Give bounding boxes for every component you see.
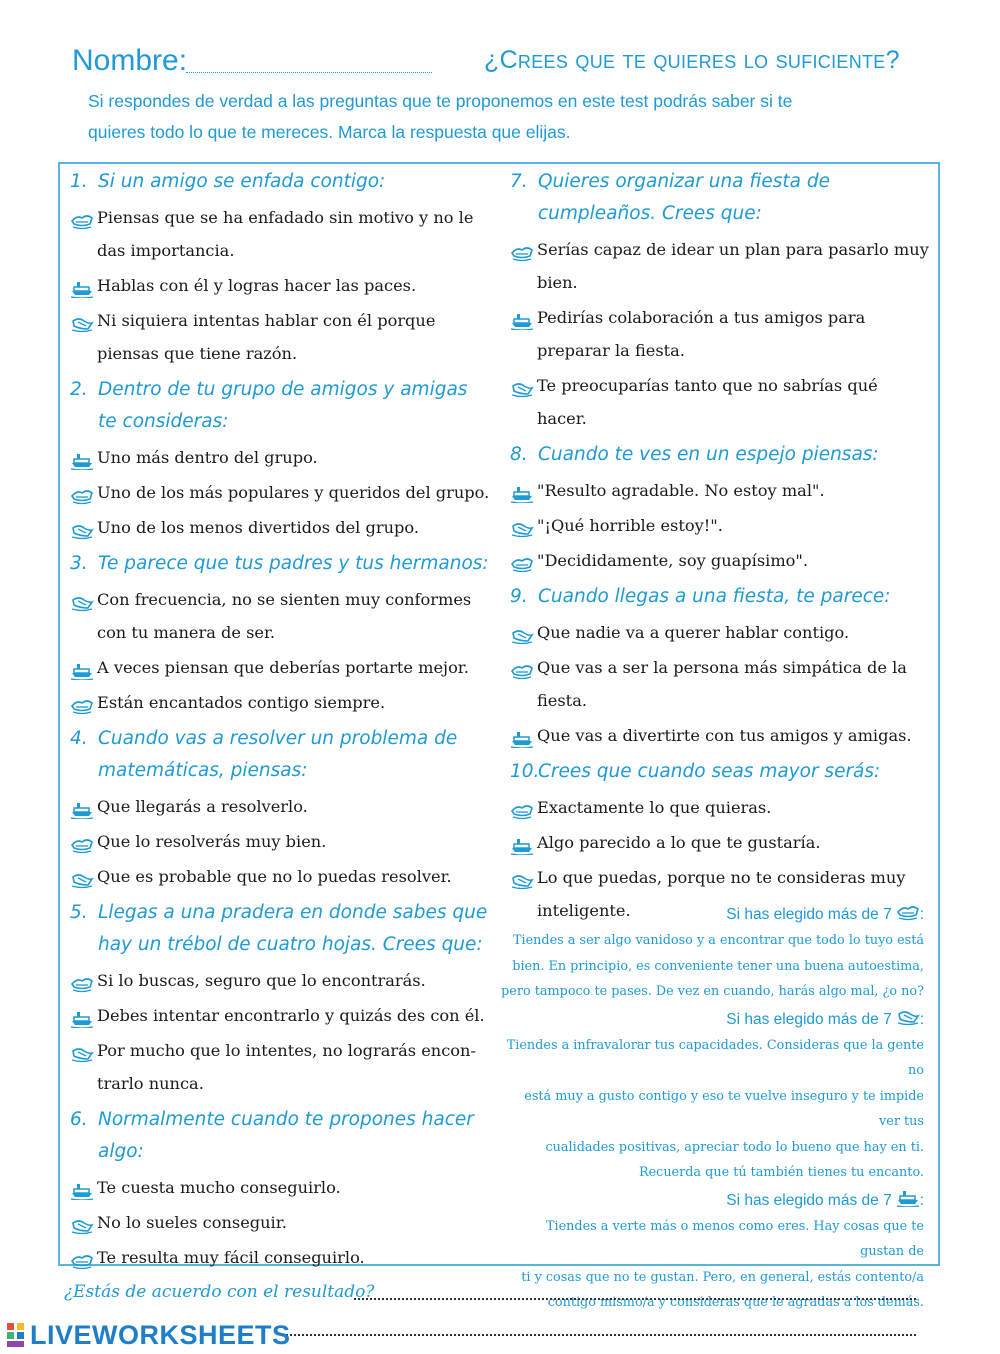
answer-option[interactable] (510, 791, 930, 824)
results-section (500, 902, 924, 1316)
answer-text: Por mucho que lo intentes, no lograrás encon-trarlo nunca. (97, 1041, 476, 1093)
result-text-line: pero tampoco te pases. De vez en cuando, harás algo mal, ¿o no? (501, 984, 924, 999)
answer-option[interactable] (70, 441, 490, 474)
answer-option[interactable] (70, 686, 490, 719)
steamship-icon (510, 726, 534, 744)
question-10 (510, 756, 930, 788)
answer-option[interactable] (70, 511, 490, 544)
answer-option[interactable] (510, 719, 930, 752)
answer-option[interactable] (70, 651, 490, 684)
answer-option[interactable] (510, 826, 930, 859)
answer-option[interactable] (70, 476, 490, 509)
answer-option[interactable] (70, 269, 490, 302)
sinking-boat-icon (70, 1213, 94, 1231)
answer-text: Que llegarás a resolverlo. (97, 797, 308, 816)
answer-option[interactable] (510, 474, 930, 507)
question-text: Llegas a una pradera en donde sabes que hay un trébol de cuatro hojas. Crees que: (98, 902, 488, 955)
result-heading (500, 902, 924, 928)
answer-text: A veces piensan que deberías portarte mejor. (97, 658, 469, 677)
question-text: Crees que cuando seas mayor serás: (538, 761, 881, 782)
result-heading-colon: : (919, 1191, 924, 1209)
question-number: 2. (70, 379, 88, 400)
name-label: Nombre: (72, 44, 188, 77)
answer-text: Piensas que se ha enfadado sin motivo y no le das importancia. (97, 208, 474, 260)
steamship-icon (510, 481, 534, 499)
answer-text: Que vas a divertirte con tus amigos y amigas. (537, 726, 912, 745)
answer-option[interactable] (510, 233, 930, 299)
answer-text: "Decididamente, soy guapísimo". (537, 551, 809, 570)
answer-option[interactable] (510, 301, 930, 367)
answer-option[interactable] (70, 1206, 490, 1239)
answer-text: Están encantados contigo siempre. (97, 693, 386, 712)
answer-text: Uno de los más populares y queridos del grupo. (97, 483, 490, 502)
question-number: 3. (70, 553, 88, 574)
page-title: ¿Crees que te quieres lo suficiente? (484, 46, 900, 74)
answer-option[interactable] (70, 304, 490, 370)
question-6 (70, 1104, 490, 1168)
question-3 (70, 548, 490, 580)
intro-line: quieres todo lo que te mereces. Marca la respuesta que elijas. (88, 122, 571, 142)
question-number: 5. (70, 902, 88, 923)
answer-text: Hablas con él y logras hacer las paces. (97, 276, 417, 295)
answer-option[interactable] (510, 544, 930, 577)
answer-line[interactable] (354, 1298, 916, 1300)
result-text-line: está muy a gusto contigo y eso te vuelve inseguro y te impide ver tus (524, 1088, 924, 1129)
left-column (70, 166, 490, 1276)
question-number: 10. (510, 761, 540, 782)
result-heading-text: Si has elegido más de 7 (726, 1191, 892, 1209)
answer-text: Pedirías colaboración a tus amigos para preparar la fiesta. (537, 308, 866, 360)
result-text-line: Recuerda que tú también tienes tu encanto. (638, 1165, 924, 1180)
answer-text: Exactamente lo que quieras. (537, 798, 772, 817)
paper-boat-icon (510, 658, 534, 676)
answer-option[interactable] (70, 1034, 490, 1100)
sinking-boat-icon (896, 1008, 920, 1024)
steamship-icon (70, 276, 94, 294)
sinking-boat-icon (70, 1041, 94, 1059)
answer-text: Que es probable que no lo puedas resolver. (97, 867, 452, 886)
paper-boat-icon (70, 971, 94, 989)
answer-text: No lo sueles conseguir. (97, 1213, 287, 1232)
result-heading-colon: : (919, 906, 924, 923)
sinking-boat-icon (70, 590, 94, 608)
result-text-line: Tiendes a infravalorar tus capacidades. Consideras que la gente no (506, 1037, 924, 1078)
intro-text (88, 86, 908, 148)
answer-option[interactable] (70, 1241, 490, 1274)
question-text: Cuando vas a resolver un problema de matemáticas, piensas: (98, 728, 458, 781)
question-text: Cuando llegas a una fiesta, te parece: (538, 586, 891, 607)
answer-option[interactable] (70, 1171, 490, 1204)
answer-option[interactable] (70, 583, 490, 649)
question-number: 6. (70, 1109, 88, 1130)
answer-option[interactable] (70, 860, 490, 893)
result-heading-text: Si has elegido más de 7 (726, 906, 892, 923)
sinking-boat-icon (510, 516, 534, 534)
steamship-icon (70, 448, 94, 466)
answer-text: Te resulta muy fácil conseguirlo. (97, 1248, 365, 1267)
steamship-icon (70, 1006, 94, 1024)
answer-text: Uno de los menos divertidos del grupo. (97, 518, 419, 537)
result-heading (500, 1188, 924, 1214)
answer-text: Que vas a ser la persona más simpática de la fiesta. (537, 658, 907, 710)
answer-option[interactable] (70, 999, 490, 1032)
answer-text: Lo que puedas, porque no te consideras muy inteligente. (537, 868, 906, 920)
paper-boat-icon (70, 483, 94, 501)
question-text: Cuando te ves en un espejo piensas: (538, 444, 879, 465)
answer-text: Con frecuencia, no se sienten muy conformes con tu manera de ser. (97, 590, 472, 642)
question-9 (510, 581, 930, 613)
answer-option[interactable] (70, 964, 490, 997)
question-number: 9. (510, 586, 528, 607)
question-number: 1. (70, 171, 88, 192)
result-text-line: contigo mismo/a y consideras que le agradas a los demás. (547, 1295, 924, 1310)
paper-boat-icon (70, 693, 94, 711)
steamship-icon (510, 308, 534, 326)
answer-text: Uno más dentro del grupo. (97, 448, 318, 467)
steamship-icon (70, 1178, 94, 1196)
question-8 (510, 439, 930, 471)
answer-text: Te cuesta mucho conseguirlo. (97, 1178, 341, 1197)
paper-boat-icon (510, 798, 534, 816)
answer-option[interactable] (70, 825, 490, 858)
answer-text: "Resulto agradable. No estoy mal". (537, 481, 825, 500)
paper-boat-icon (70, 1248, 94, 1266)
question-text: Quieres organizar una fiesta de cumpleaños. Crees que: (538, 171, 830, 224)
question-number: 7. (510, 171, 528, 192)
question-text: Dentro de tu grupo de amigos y amigas te consideras: (98, 379, 468, 432)
liveworksheets-logo-icon (6, 1322, 26, 1348)
sinking-boat-icon (70, 867, 94, 885)
question-text: Te parece que tus padres y tus hermanos: (98, 553, 489, 574)
result-heading-colon: : (919, 1010, 924, 1028)
result-heading-text: Si has elegido más de 7 (726, 1010, 892, 1028)
steamship-icon (70, 797, 94, 815)
agreement-question: ¿Estás de acuerdo con el resultado? (64, 1282, 375, 1302)
result-text-line: Tiendes a verte más o menos como eres. Hay cosas que te gustan de (545, 1218, 924, 1259)
sinking-boat-icon (70, 311, 94, 329)
right-column (510, 166, 930, 929)
question-2 (70, 374, 490, 438)
paper-boat-icon (70, 832, 94, 850)
question-7 (510, 166, 930, 230)
question-4 (70, 723, 490, 787)
answer-option[interactable] (510, 651, 930, 717)
answer-option[interactable] (510, 369, 930, 435)
answer-text: Que lo resolverás muy bien. (97, 832, 327, 851)
question-number: 4. (70, 728, 88, 749)
answer-text: Debes intentar encontrarlo y quizás des con él. (97, 1006, 485, 1025)
result-text-line: bien. En principio, es conveniente tener una buena autoestima, (512, 958, 924, 974)
answer-text: Que nadie va a querer hablar contigo. (537, 623, 850, 642)
paper-boat-icon (896, 903, 920, 919)
result-text-line: cualidades positivas, apreciar todo lo bueno que hay en ti. (545, 1139, 924, 1155)
answer-option[interactable] (510, 616, 930, 649)
answer-text: "¡Qué horrible estoy!". (537, 516, 723, 535)
paper-boat-icon (70, 208, 94, 226)
steamship-icon (896, 1189, 920, 1205)
answer-option[interactable] (510, 509, 930, 542)
sinking-boat-icon (510, 868, 534, 886)
brand-name: LIVEWORKSHEETS (30, 1320, 291, 1350)
question-5 (70, 897, 490, 961)
sinking-boat-icon (70, 518, 94, 536)
sinking-boat-icon (510, 623, 534, 641)
answer-line[interactable] (282, 1334, 916, 1336)
answer-option[interactable] (70, 790, 490, 823)
paper-boat-icon (510, 551, 534, 569)
paper-boat-icon (510, 240, 534, 258)
answer-text: Te preocuparías tanto que no sabrías qué hacer. (537, 376, 878, 428)
question-text: Si un amigo se enfada contigo: (98, 171, 386, 192)
answer-text: Serías capaz de idear un plan para pasarlo muy bien. (537, 240, 929, 292)
question-1 (70, 166, 490, 198)
answer-text: Ni siquiera intentas hablar con él porque piensas que tiene razón. (97, 311, 436, 363)
answer-text: Si lo buscas, seguro que lo encontrarás. (97, 971, 426, 990)
steamship-icon (70, 658, 94, 676)
answer-option[interactable] (70, 201, 490, 267)
result-text-line: Tiendes a ser algo vanidoso y a encontrar que todo lo tuyo está (512, 933, 924, 948)
intro-line: Si respondes de verdad a las preguntas que te proponemos en este test podrás saber si te (88, 91, 793, 111)
question-number: 8. (510, 444, 528, 465)
answer-text: Algo parecido a lo que te gustaría. (537, 833, 821, 852)
steamship-icon (510, 833, 534, 851)
sinking-boat-icon (510, 376, 534, 394)
name-input-line[interactable] (186, 72, 432, 73)
result-text-line: ti y cosas que no te gustan. Pero, en general, estás contento/a (521, 1269, 924, 1285)
result-heading (500, 1007, 924, 1033)
question-text: Normalmente cuando te propones hacer algo: (98, 1109, 474, 1162)
